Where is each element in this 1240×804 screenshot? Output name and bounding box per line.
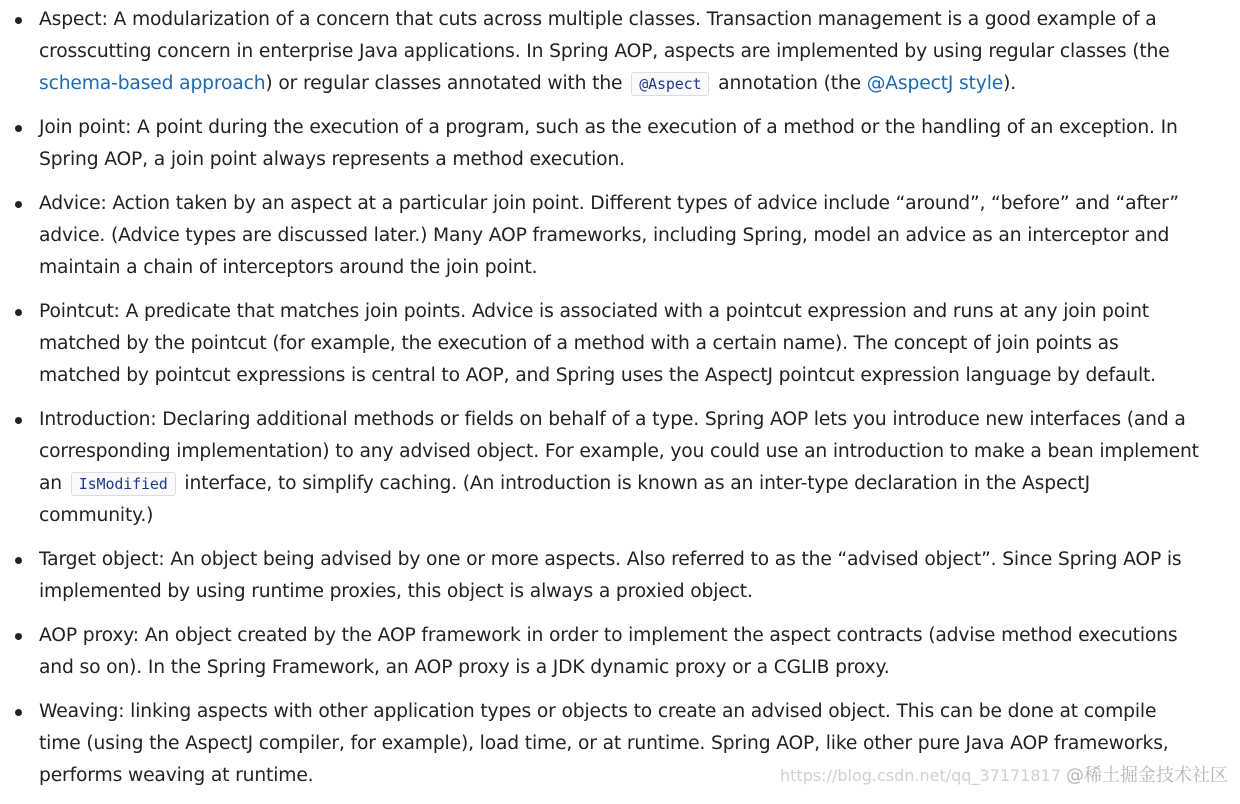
list-item (0, 296, 1240, 392)
bullet-icon (15, 557, 22, 564)
item-text: Introduction: Declaring additional methods or fields on behalf of a type. Spring AOP lets you introduce new interfaces (and a corresponding implementation) to any advised object. For example, you could use an introduction to make a bean implement an (39, 409, 1199, 494)
item-text: Aspect: A modularization of a concern that cuts across multiple classes. Transaction management is a good example of a crosscutting concern in enterprise Java applications. In Spring AOP, aspects are implemented by using regular classes (the (39, 9, 1170, 62)
item-text: ). (1003, 73, 1017, 94)
bullet-icon (15, 125, 22, 132)
bullet-icon (15, 201, 22, 208)
list-item (0, 112, 1240, 176)
item-text: interface, to simplify caching. (An introduction is known as an inter-type declaration in the AspectJ community.) (39, 473, 1090, 526)
item-text: Pointcut: A predicate that matches join points. Advice is associated with a pointcut expression and runs at any join point matched by the pointcut (for example, the execution of a method with a certain name). The concept of join points as matched by pointcut expressions is central to AOP, and Spring uses the AspectJ pointcut expression language by default. (39, 301, 1156, 386)
bullet-icon (15, 417, 22, 424)
doc-link[interactable]: @AspectJ style (866, 73, 1004, 94)
bullet-icon (15, 709, 22, 716)
list-item (0, 4, 1240, 100)
watermark (780, 761, 1228, 787)
watermark-url: https://blog.csdn.net/qq_37171817 (780, 766, 1061, 785)
item-text: ) or regular classes annotated with the (265, 73, 629, 94)
item-text: Join point: A point during the execution of a program, such as the execution of a method or the handling of an exception. In Spring AOP, a join point always represents a method execution. (39, 117, 1178, 170)
item-text: AOP proxy: An object created by the AOP framework in order to implement the aspect contracts (advise method executions and so on). In the Spring Framework, an AOP proxy is a JDK dynamic proxy or a CGLIB proxy. (39, 625, 1178, 678)
bullet-icon (15, 633, 22, 640)
doc-link[interactable]: schema-based approach (39, 73, 266, 94)
terminology-list (0, 4, 1240, 792)
list-item (0, 188, 1240, 284)
inline-code: IsModified (71, 472, 176, 496)
item-text: annotation (the (712, 73, 867, 94)
bullet-icon (15, 17, 22, 24)
bullet-icon (15, 309, 22, 316)
list-item (0, 620, 1240, 684)
watermark-brand: @稀土掘金技术社区 (1066, 765, 1228, 786)
list-item (0, 544, 1240, 608)
item-text: Target object: An object being advised by one or more aspects. Also referred to as the “advised object”. Since Spring AOP is implemented by using runtime proxies, this object is always a proxied object. (39, 549, 1182, 602)
list-item (0, 404, 1240, 532)
inline-code: @Aspect (631, 72, 709, 96)
item-text: Advice: Action taken by an aspect at a particular join point. Different types of advice include “around”, “before” and “after” advice. (Advice types are discussed later.) Many AOP frameworks, including Spring, model an advice as an interceptor and maintain a chain of interceptors around the join point. (39, 193, 1179, 278)
item-text: Weaving: linking aspects with other application types or objects to create an advised object. This can be done at compile time (using the AspectJ compiler, for example), load time, or at runtime. Spring AOP, like other pure Java AOP frameworks, performs weaving at runtime. (39, 701, 1169, 786)
